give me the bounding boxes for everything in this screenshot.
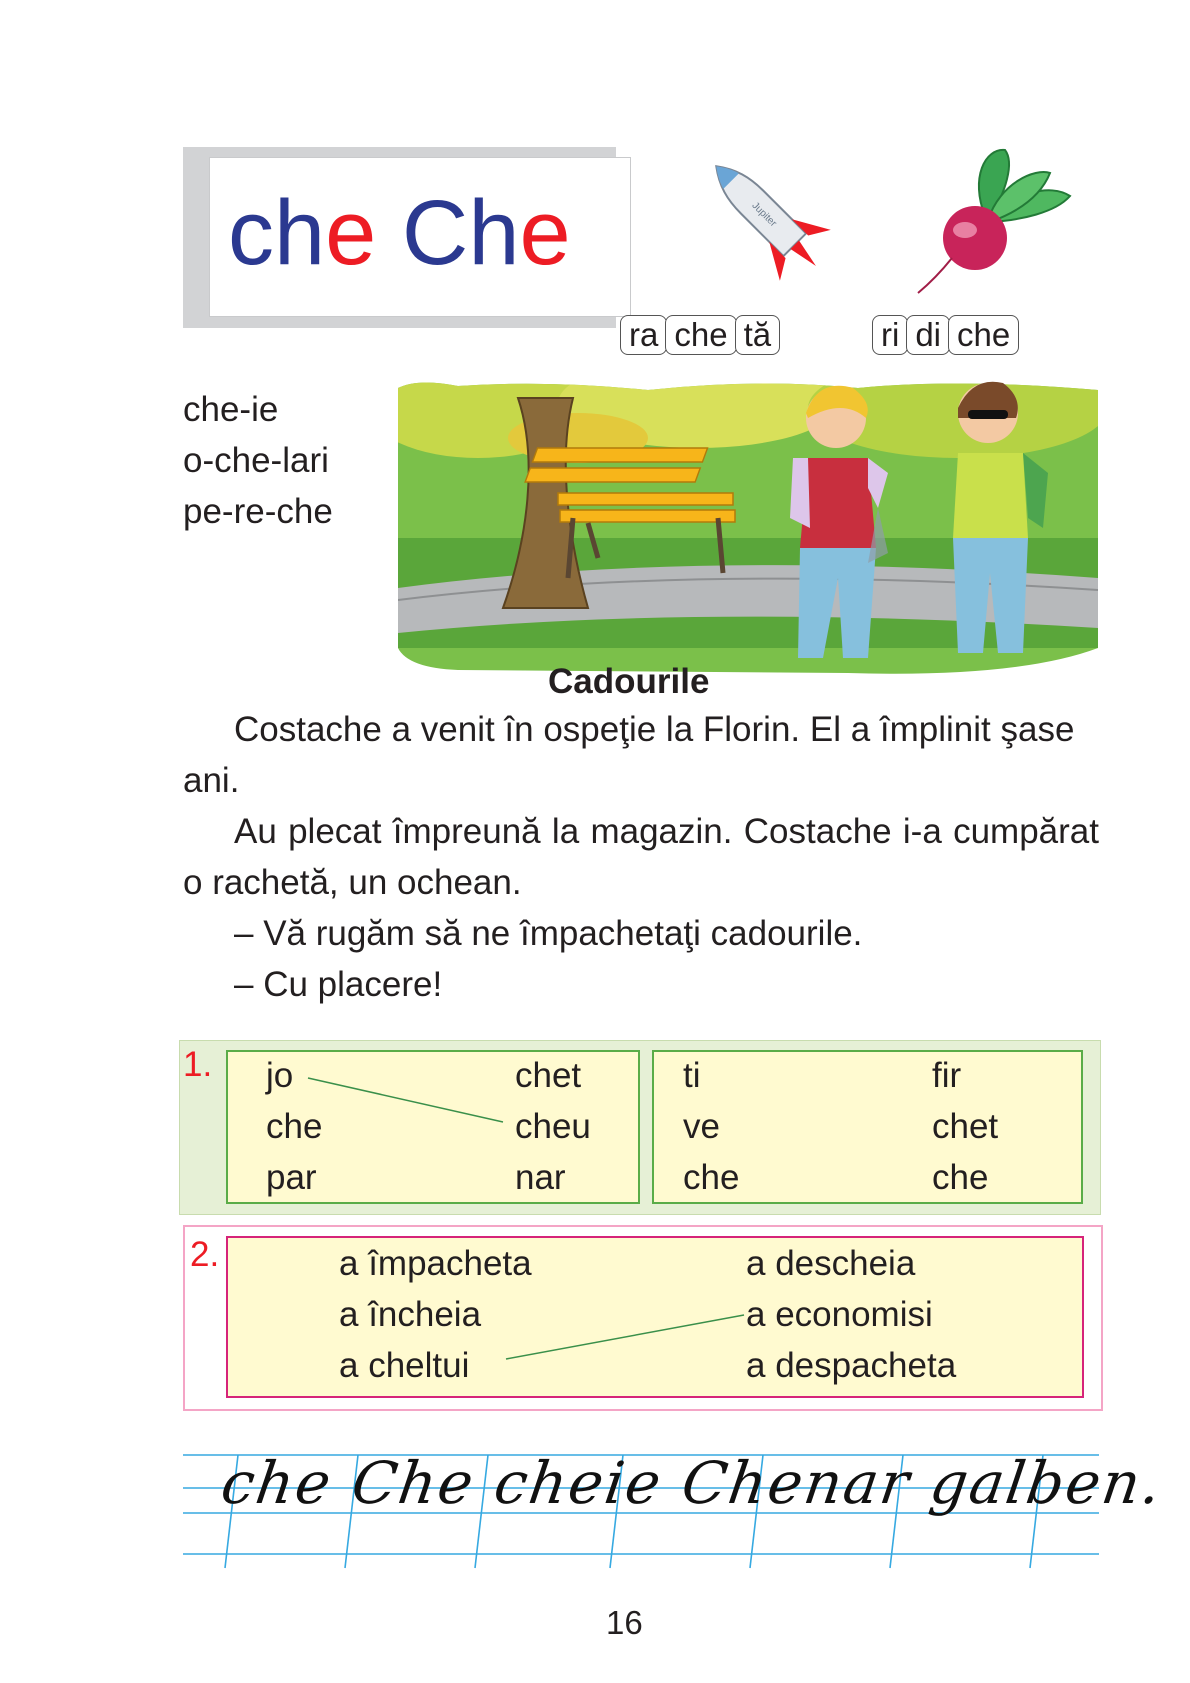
story-paragraph-2: Au plecat împreună la magazin. Costache i-a cumpărat o rachetă, un ochean.: [183, 812, 1099, 902]
exercise-1-number: 1.: [183, 1045, 213, 1084]
syllable-item: chet: [515, 1056, 582, 1095]
syllable-item: ve: [683, 1107, 720, 1146]
letter-title: [228, 178, 571, 288]
verb-item: a descheia: [746, 1244, 916, 1283]
rocket-label: Jupiter: [749, 200, 779, 230]
syllable-item: chet: [932, 1107, 999, 1146]
syllable: che: [665, 315, 736, 355]
syllable: tă: [735, 315, 781, 355]
story-dialogue-2: – Cu placere!: [234, 965, 443, 1004]
word-list-item: che-ie: [183, 390, 279, 429]
word-list-item: o-che-lari: [183, 441, 329, 480]
connecting-line: [300, 1070, 510, 1130]
syllable: ri: [872, 315, 908, 355]
letter-upper-ch: Ch: [401, 182, 520, 284]
verb-item: a împacheta: [339, 1244, 532, 1283]
verb-item: a cheltui: [339, 1346, 470, 1385]
handwriting-text: che Che cheie Chenar galben.: [217, 1449, 1167, 1517]
park-illustration: [398, 378, 1098, 688]
syllable-item: fir: [932, 1056, 962, 1095]
letter-lower-ch: ch: [228, 182, 326, 284]
word-list-item: pe-re-che: [183, 492, 333, 531]
syllable-item: jo: [266, 1056, 294, 1095]
syllable-item: che: [266, 1107, 323, 1146]
syllable-item: cheu: [515, 1107, 591, 1146]
syllable-item: par: [266, 1158, 317, 1197]
rocket-image: [690, 140, 850, 300]
letter-upper-e: e: [519, 182, 571, 284]
syllable: ra: [620, 315, 667, 355]
story-paragraph-1: Costache a venit în ospeţie la Florin. El a împlinit şase ani.: [183, 710, 1075, 800]
story-title: Cadourile: [548, 662, 710, 701]
syllable-item: ti: [683, 1056, 701, 1095]
radish-image: [890, 138, 1080, 298]
syllable-item: nar: [515, 1158, 566, 1197]
syllable: che: [948, 315, 1019, 355]
syllable: di: [906, 315, 950, 355]
story-dialogue-1: – Vă rugăm să ne împachetaţi cadourile.: [234, 914, 863, 953]
verb-item: a despacheta: [746, 1346, 957, 1385]
verb-item: a economisi: [746, 1295, 933, 1334]
syllables-ridiche: [872, 315, 1017, 355]
page-number: 16: [606, 1604, 643, 1641]
syllable-item: che: [932, 1158, 989, 1197]
letter-lower-e: e: [325, 182, 377, 284]
syllable-item: che: [683, 1158, 740, 1197]
syllables-racheta: [620, 315, 778, 355]
verb-item: a încheia: [339, 1295, 482, 1334]
connecting-line: [500, 1305, 750, 1365]
exercise-2-number: 2.: [190, 1235, 220, 1274]
